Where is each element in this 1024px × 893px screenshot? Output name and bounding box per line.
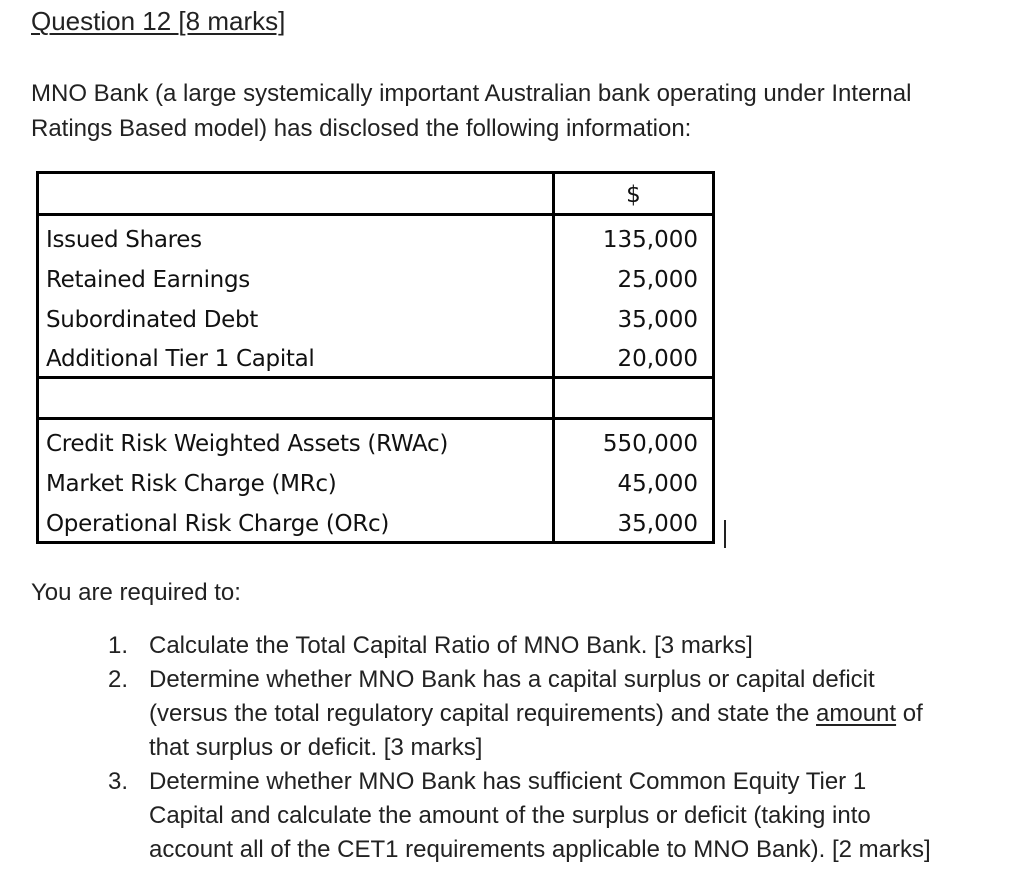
task-line xyxy=(149,697,1008,731)
row-value: 135,000 xyxy=(602,227,698,253)
table-row xyxy=(39,504,712,544)
text-cursor xyxy=(724,520,726,548)
task-list xyxy=(108,629,1008,867)
row-value: 25,000 xyxy=(617,267,698,293)
row-value: 20,000 xyxy=(617,346,698,372)
bank-data-table xyxy=(36,171,715,544)
table-row xyxy=(39,339,712,379)
row-label: Issued Shares xyxy=(46,227,202,253)
list-item xyxy=(108,663,1008,765)
task-line: account all of the CET1 requirements applicable to MNO Bank). [2 marks] xyxy=(149,836,931,863)
list-number: 3. xyxy=(108,768,129,795)
row-label: Retained Earnings xyxy=(46,267,250,293)
table-row xyxy=(39,424,712,464)
intro-paragraph xyxy=(31,76,1006,146)
list-number: 1. xyxy=(108,632,129,659)
table-row xyxy=(39,300,712,340)
task-line: Determine whether MNO Bank has a capital surplus or capital deficit xyxy=(149,666,875,693)
row-value: 550,000 xyxy=(602,431,698,457)
task-text: of xyxy=(902,700,923,727)
row-divider xyxy=(39,417,712,420)
required-label: You are required to: xyxy=(31,579,241,606)
row-label: Market Risk Charge (MRc) xyxy=(46,471,337,497)
row-label: Subordinated Debt xyxy=(46,307,259,333)
table-row xyxy=(39,260,712,300)
task-text: (versus the total regulatory capital requirements) and state the xyxy=(149,700,810,727)
table-row xyxy=(39,464,712,504)
task-line: Determine whether MNO Bank has sufficient Common Equity Tier 1 xyxy=(149,768,867,795)
list-item xyxy=(108,629,1008,663)
task-line: that surplus or deficit. [3 marks] xyxy=(149,734,483,761)
task-line: Calculate the Total Capital Ratio of MNO Bank. [3 marks] xyxy=(149,632,753,659)
row-value: 45,000 xyxy=(617,471,698,497)
underlined-word: amount xyxy=(816,700,897,727)
intro-line: MNO Bank (a large systemically important Australian bank operating under Internal xyxy=(31,80,912,107)
row-value: 35,000 xyxy=(617,511,698,537)
list-item xyxy=(108,765,1008,867)
table-row xyxy=(39,220,712,260)
row-label: Credit Risk Weighted Assets (RWAc) xyxy=(46,431,449,457)
list-number: 2. xyxy=(108,666,129,693)
row-divider xyxy=(39,213,712,216)
task-line: Capital and calculate the amount of the surplus or deficit (taking into xyxy=(149,802,871,829)
intro-line: Ratings Based model) has disclosed the following information: xyxy=(31,115,692,142)
row-label: Additional Tier 1 Capital xyxy=(46,346,315,372)
currency-header: $ xyxy=(626,182,641,208)
row-value: 35,000 xyxy=(617,307,698,333)
row-label: Operational Risk Charge (ORc) xyxy=(46,511,390,537)
question-heading: Question 12 [8 marks] xyxy=(31,6,286,36)
